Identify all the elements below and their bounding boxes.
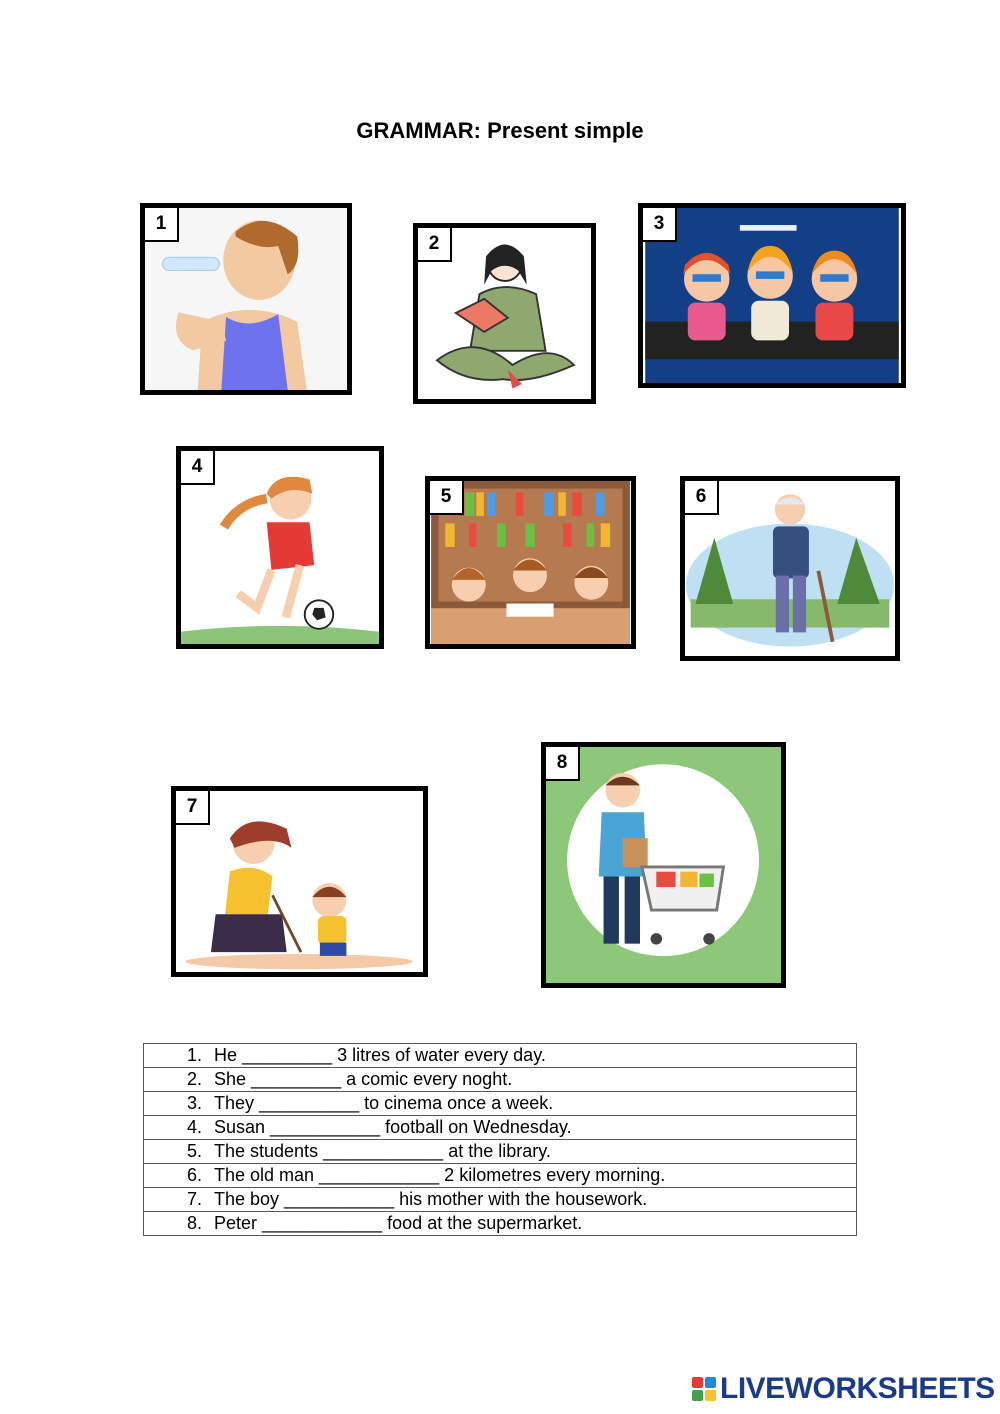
picture-number: 7	[176, 791, 210, 825]
sentence-cell	[144, 1044, 857, 1068]
sentence-row	[144, 1140, 857, 1164]
logo-text: LIVEWORKSHEETS	[720, 1372, 995, 1405]
logo-square	[705, 1390, 716, 1401]
sentence-number: 6.	[186, 1165, 202, 1185]
sentence-text: They __________ to cinema once a week.	[214, 1093, 554, 1113]
picture-6	[680, 476, 900, 661]
sentence-text: Susan ___________ football on Wednesday.	[214, 1117, 572, 1137]
sentence-number: 8.	[186, 1213, 202, 1233]
sentences-table	[143, 1043, 857, 1236]
sentence-row	[144, 1164, 857, 1188]
logo-square	[705, 1377, 716, 1388]
picture-number: 6	[685, 481, 719, 515]
picture-2	[413, 223, 596, 404]
picture-number: 4	[181, 451, 215, 485]
picture-1	[140, 203, 352, 395]
sentence-cell	[144, 1068, 857, 1092]
picture-7	[171, 786, 428, 977]
picture-number: 5	[430, 481, 464, 515]
sentence-text: The students ____________ at the library.	[214, 1141, 551, 1161]
sentence-text: He _________ 3 litres of water every day.	[214, 1045, 546, 1065]
sentence-row	[144, 1068, 857, 1092]
sentence-cell	[144, 1116, 857, 1140]
picture-5	[425, 476, 636, 649]
page-title: GRAMMAR: Present simple	[356, 118, 644, 143]
sentence-cell	[144, 1092, 857, 1116]
sentence-row	[144, 1044, 857, 1068]
picture-number: 1	[145, 208, 179, 242]
sentence-row	[144, 1212, 857, 1236]
picture-number: 3	[643, 208, 677, 242]
logo-mark-icon	[692, 1377, 716, 1401]
sentence-cell	[144, 1164, 857, 1188]
sentence-number: 7.	[186, 1189, 202, 1209]
sentence-text: She _________ a comic every noght.	[214, 1069, 513, 1089]
sentence-number: 4.	[186, 1117, 202, 1137]
sentence-text: The old man ____________ 2 kilometres every morning.	[214, 1165, 666, 1185]
logo-square	[692, 1390, 703, 1401]
sentence-number: 5.	[186, 1141, 202, 1161]
picture-number: 2	[418, 228, 452, 262]
picture-4	[176, 446, 384, 649]
sentence-row	[144, 1116, 857, 1140]
sentence-number: 2.	[186, 1069, 202, 1089]
sentence-number: 1.	[186, 1045, 202, 1065]
mother-and-boy-cleaning-icon	[176, 791, 423, 972]
sentence-text: Peter ____________ food at the supermarket.	[214, 1213, 583, 1233]
sentence-row	[144, 1188, 857, 1212]
man-with-shopping-cart-icon	[546, 747, 781, 983]
picture-3	[638, 203, 906, 388]
liveworksheets-logo	[692, 1374, 995, 1404]
sentence-cell	[144, 1212, 857, 1236]
picture-8	[541, 742, 786, 988]
sentence-text: The boy ___________ his mother with the housework.	[214, 1189, 648, 1209]
picture-number: 8	[546, 747, 580, 781]
sentence-cell	[144, 1188, 857, 1212]
logo-square	[692, 1377, 703, 1388]
sentence-row	[144, 1092, 857, 1116]
sentence-number: 3.	[186, 1093, 202, 1113]
sentence-cell	[144, 1140, 857, 1164]
children-at-cinema-icon	[643, 208, 901, 383]
